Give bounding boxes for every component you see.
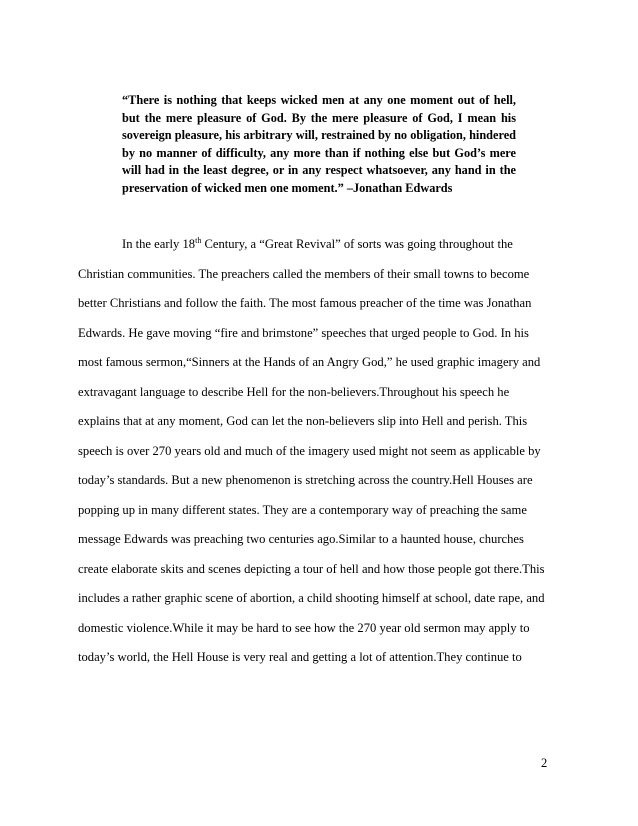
body-line: create elaborate skits and scenes depicting a tour of hell and how those people got there.This [78,561,545,576]
body-line: Edwards. He gave moving “fire and brimstone” speeches that urged people to God. In his [78,325,529,340]
body-line: message Edwards was preaching two centuries ago.Similar to a haunted house, churches [78,532,524,546]
body-line-1 [78,230,562,260]
body-line: extravagant language to describe Hell for the non-believers.Throughout his speech he [78,384,510,399]
body-line: speech is over 270 years old and much of the imagery used might not seem as applicable by [78,443,541,458]
body-line: includes a rather graphic scene of abortion, a child shooting himself at school, date rape, and [78,591,545,605]
body-line-1-end: Century, a “Great Revival” of sorts was going throughout the [201,237,513,251]
body-line: today’s world, the Hell House is very real and getting a lot of attention.They continue to [78,650,522,664]
body-line: better Christians and follow the faith. The most famous preacher of the time was Jonathan [78,296,532,310]
body-line: explains that at any moment, God can let the non-believers slip into Hell and perish. This [78,414,528,428]
body-line-1-start: In the early 18 [122,237,196,251]
ordinal-suffix: th [195,236,202,245]
body-line: domestic violence.While it may be hard to see how the 270 year old sermon may apply to [78,620,530,635]
body-paragraph [78,230,562,673]
body-line: today’s standards. But a new phenomenon is stretching across the country.Hell Houses are [78,473,533,487]
page-number: 2 [541,756,548,770]
body-line: most famous sermon,“Sinners at the Hands of an Angry God,” he used graphic imagery and [78,355,541,369]
body-line: popping up in many different states. They are a contemporary way of preaching the same [78,502,527,517]
body-line: Christian communities. The preachers called the members of their small towns to become [78,266,530,281]
block-quote: “There is nothing that keeps wicked men at any one moment out of hell, but the mere pleasure of God. By the mere pleasure of God, I mean his sovereign pleasure, his arbitrary will, restrained by no obligation, hindered by no manner of difficulty, any more than if nothing else but God’s mere will had in the least degree, or in any respect whatsoever, any hand in the preservation of wicked men one moment.” –Jonathan Edwards [122,93,516,195]
